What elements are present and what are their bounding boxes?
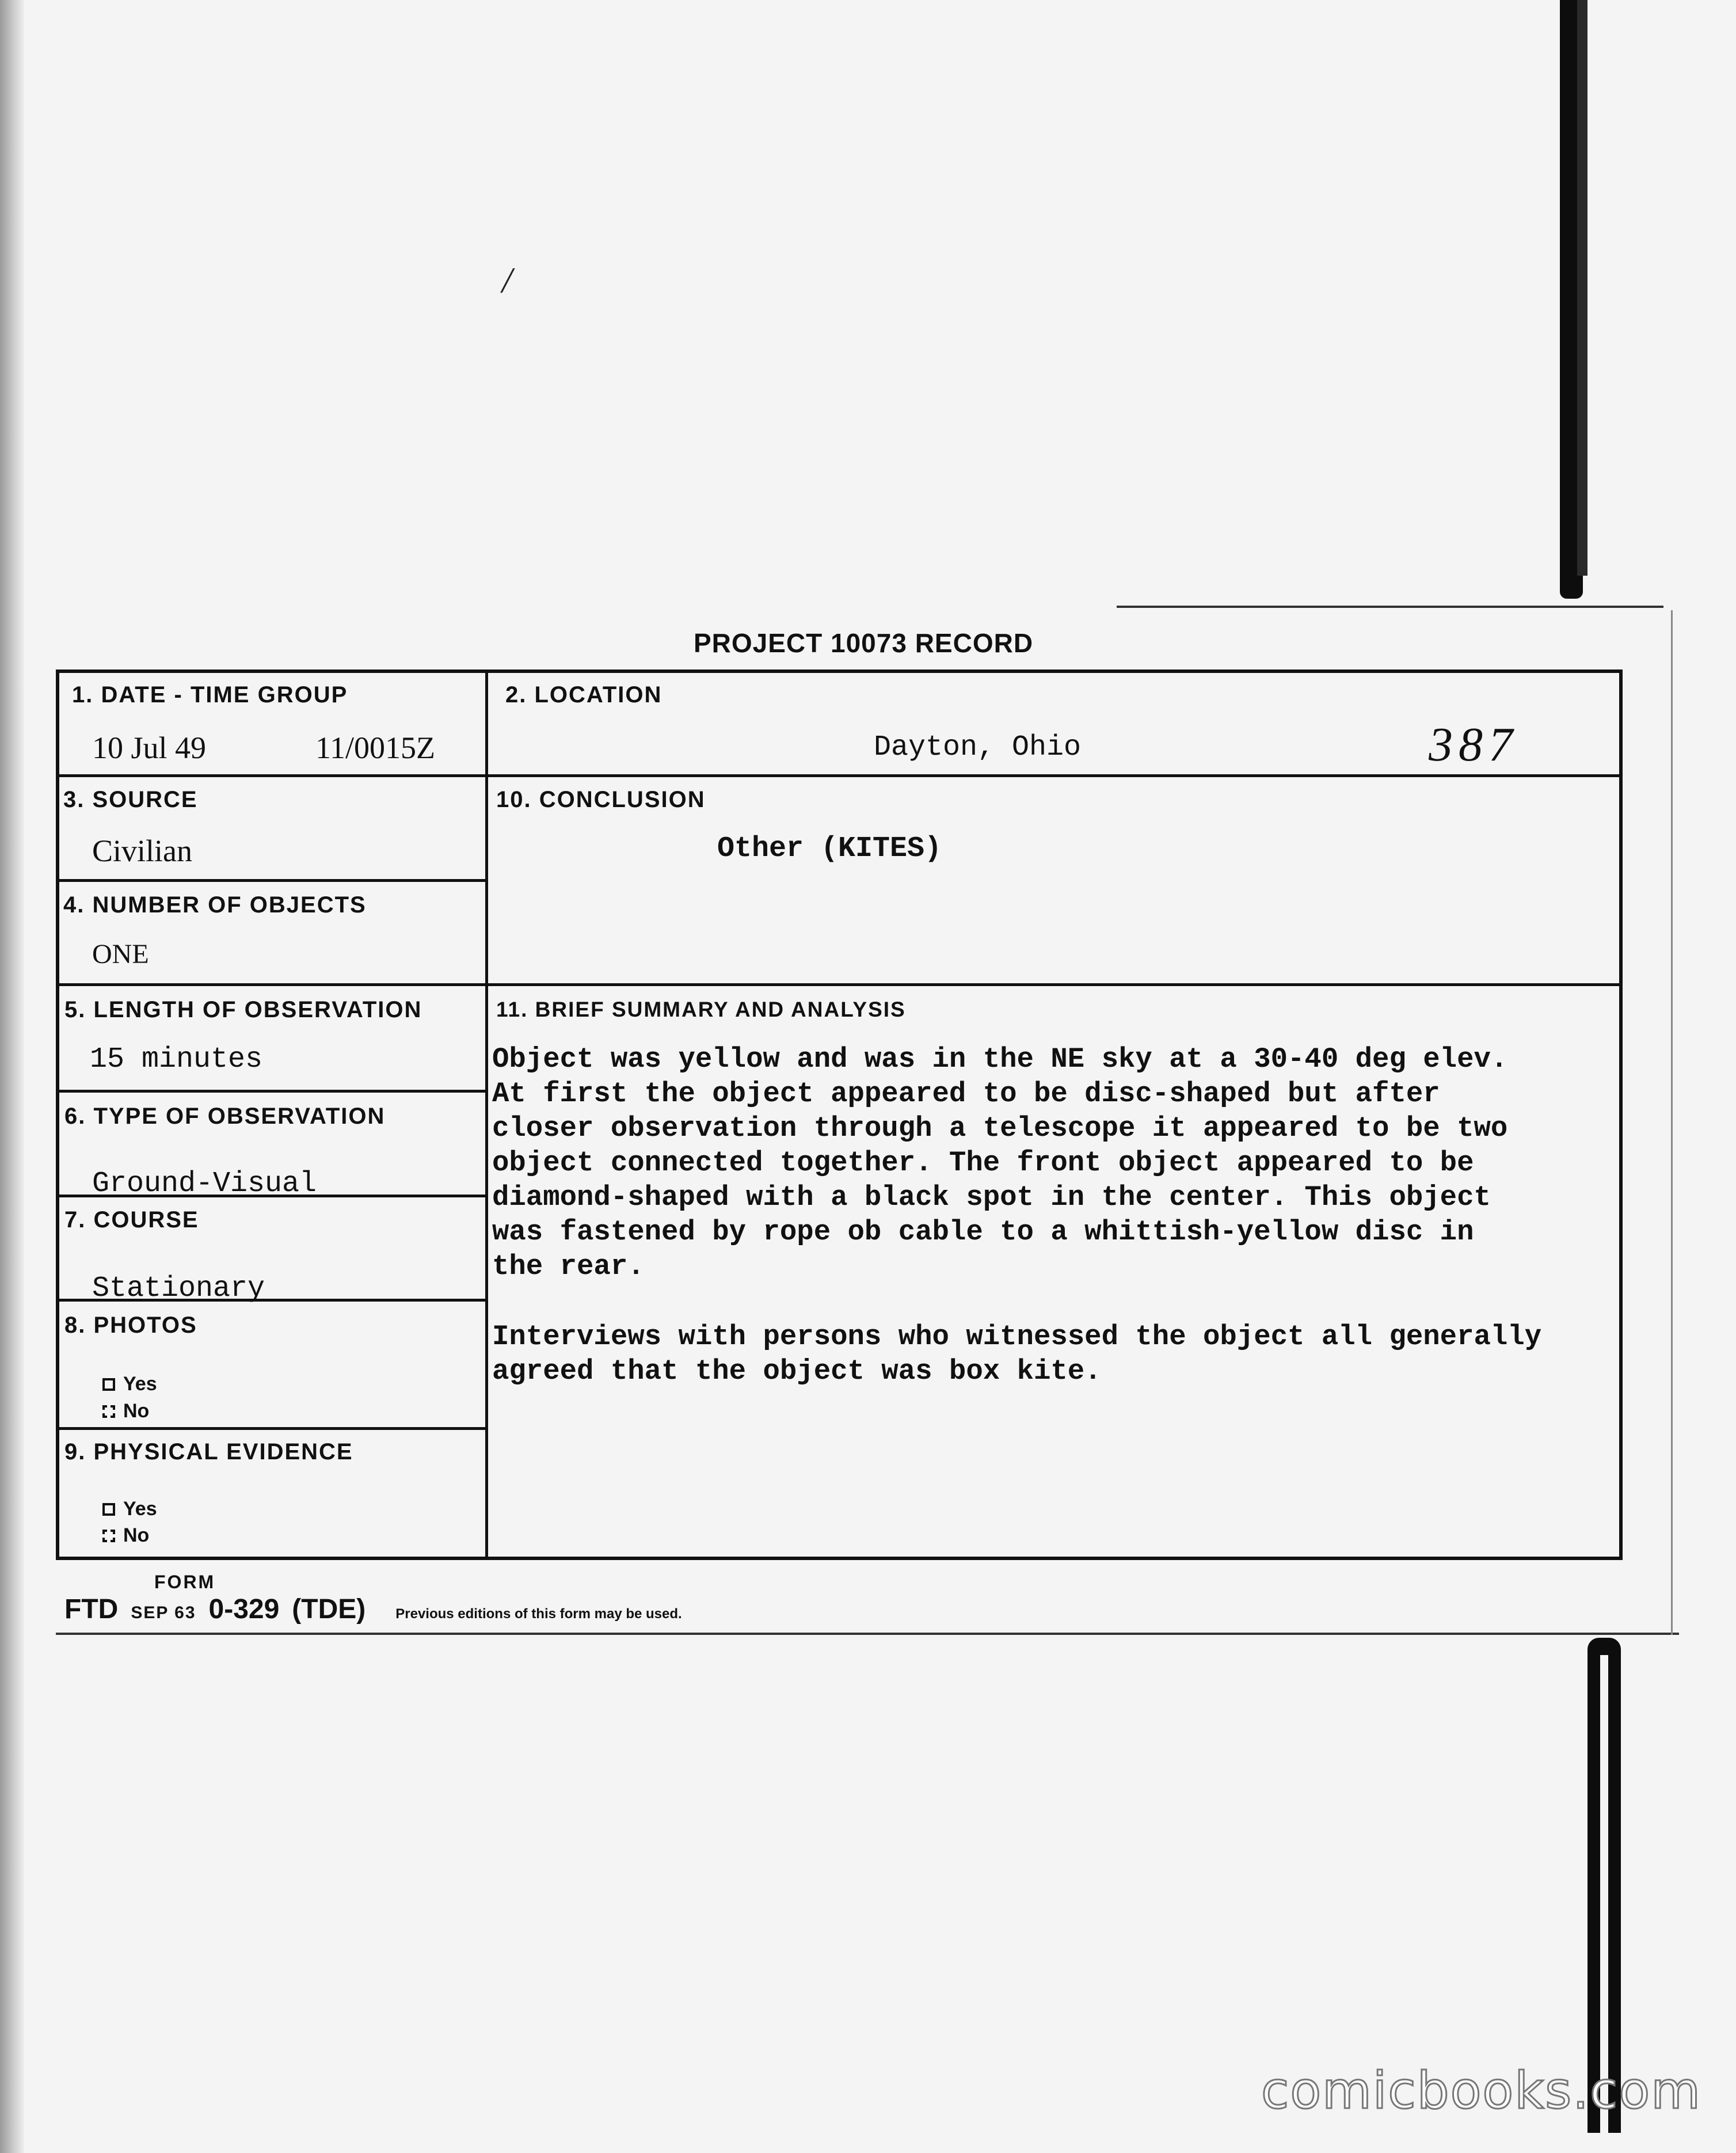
footer-form-id — [64, 1593, 682, 1625]
photos-yes-checkbox[interactable] — [102, 1378, 115, 1391]
row-divider-5 — [56, 1090, 488, 1093]
location-value: Dayton, Ohio — [874, 731, 1082, 764]
date-time-label: 1. DATE - TIME GROUP — [72, 682, 348, 707]
course-value: Stationary — [92, 1272, 265, 1305]
source-label: 3. SOURCE — [63, 787, 198, 812]
column-divider — [485, 670, 488, 1560]
form-title: PROJECT 10073 RECORD — [693, 628, 1034, 658]
physical-evidence-yes-option[interactable] — [102, 1498, 157, 1520]
physical-evidence-no-text: No — [123, 1524, 150, 1546]
photos-no-checkbox[interactable] — [102, 1405, 115, 1418]
footer-ftd: FTD — [64, 1594, 119, 1625]
watermark: comicbooks.com — [1261, 2061, 1701, 2120]
row-divider-4 — [56, 983, 1623, 986]
physical-evidence-yes-checkbox[interactable] — [102, 1503, 115, 1516]
footer-form-word: FORM — [154, 1572, 216, 1592]
row-divider-3 — [56, 879, 488, 882]
footer-date: SEP 63 — [131, 1603, 196, 1622]
footer-note: Previous editions of this form may be used. — [395, 1606, 682, 1622]
photos-no-option[interactable] — [102, 1400, 149, 1422]
physical-evidence-no-option[interactable] — [102, 1524, 149, 1547]
card-bottom-edge — [56, 1633, 1679, 1635]
card-right-edge — [1671, 610, 1673, 1635]
scan-left-edge — [0, 0, 24, 2153]
footer-org: (TDE) — [292, 1594, 366, 1625]
photos-yes-text: Yes — [123, 1373, 157, 1395]
type-of-observation-value: Ground-Visual — [92, 1167, 317, 1200]
length-of-observation-value: 15 minutes — [90, 1043, 263, 1076]
photos-no-text: No — [123, 1400, 150, 1422]
photos-label: 8. PHOTOS — [64, 1313, 197, 1338]
source-value: Civilian — [92, 834, 192, 868]
location-label: 2. LOCATION — [505, 682, 663, 707]
row-divider-1 — [56, 774, 1623, 777]
type-of-observation-label: 6. TYPE OF OBSERVATION — [64, 1104, 386, 1129]
summary-paragraph-2: Interviews with persons who witnessed the object all generally agreed that the object was box kite. — [492, 1321, 1542, 1387]
handwritten-serial: 387 — [1429, 718, 1518, 771]
physical-evidence-label: 9. PHYSICAL EVIDENCE — [64, 1439, 353, 1465]
binder-clip-top-inner — [1577, 0, 1587, 576]
course-label: 7. COURSE — [64, 1207, 199, 1233]
row-divider-8 — [56, 1427, 488, 1430]
footer-number: 0-329 — [208, 1594, 280, 1625]
physical-evidence-no-checkbox[interactable] — [102, 1530, 115, 1542]
date-value: 10 Jul 49 — [92, 731, 207, 765]
pen-mark: / — [502, 260, 512, 300]
summary-label: 11. BRIEF SUMMARY AND ANALYSIS — [496, 998, 906, 1021]
physical-evidence-yes-text: Yes — [123, 1498, 157, 1520]
time-value: 11/0015Z — [315, 731, 435, 765]
number-of-objects-value: ONE — [92, 939, 149, 969]
card-top-edge — [1117, 606, 1663, 608]
number-of-objects-label: 4. NUMBER OF OBJECTS — [63, 892, 367, 918]
photos-yes-option[interactable] — [102, 1373, 157, 1395]
length-of-observation-label: 5. LENGTH OF OBSERVATION — [64, 997, 422, 1022]
conclusion-value: Other (KITES) — [717, 832, 942, 865]
conclusion-label: 10. CONCLUSION — [496, 787, 706, 812]
summary-text — [492, 1042, 1615, 1424]
summary-paragraph-1: Object was yellow and was in the NE sky at a 30-40 deg elev. At first the object appeared to be disc-shaped but after closer observation through a telescope it appeared to be two object connected together. The front object appeared to be diamond-shaped with a black spot in the center. This object was fastened by rope ob cable to a whittish-yellow disc in the rear. — [492, 1043, 1508, 1283]
